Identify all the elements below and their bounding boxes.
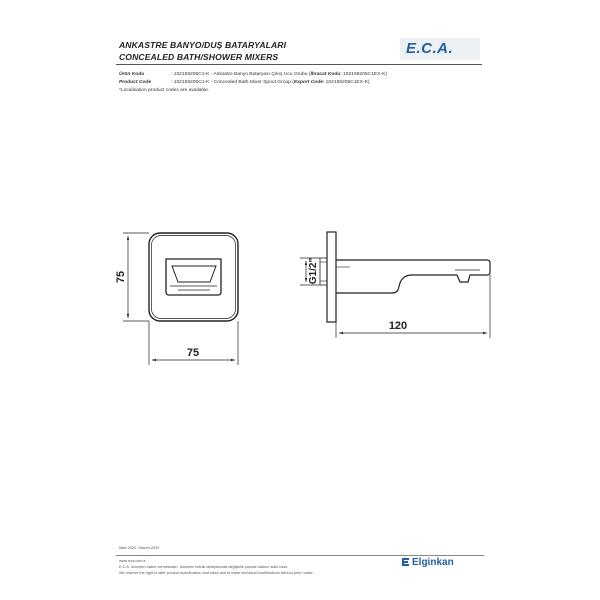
eca-logo-text: E.C.A. [406, 40, 454, 57]
title-turkish: ANKASTRE BANYO/DUŞ BATARYALARI [119, 40, 287, 50]
product-code-text: : 102159205C1-K - Concealed Bath Mixer Spout Group ( [171, 80, 294, 85]
front-plate-outer [149, 233, 238, 321]
export-text: : 102159205C1EX-K) [322, 80, 370, 85]
front-spout-outline [166, 259, 221, 295]
ihracat-label: İhracat Kodu [310, 72, 341, 77]
footer-note-tr: E.C.A. önceden haber vermeksizin, ürünlerin teknik detaylarında değişiklik yapma hakkını saklı tutar. [119, 565, 288, 569]
urun-kodu-label: Ürün Kodu [119, 72, 145, 77]
footer-date: Mart 2020 / March 2020 [119, 546, 160, 550]
side-spout-body [336, 260, 490, 293]
front-height-label: 75 [115, 270, 127, 284]
title-english: CONCEALED BATH/SHOWER MIXERS [119, 52, 279, 62]
export-label: Export Code [293, 80, 323, 85]
product-code-label: Product Code [119, 80, 152, 85]
localisation-note: *Localisation product codes are available. [119, 88, 210, 93]
side-wall-plate [327, 232, 336, 322]
elginkan-brand-text: Elginkan [412, 557, 454, 568]
elginkan-logo [402, 557, 454, 568]
urun-kodu-text: : 102159205C1-K - Ankastre Banyo Bataryası Çıkış Ucu Grubu ( [171, 72, 311, 77]
front-width-label: 75 [186, 347, 200, 359]
elginkan-e-icon [402, 558, 410, 566]
footer-note-en: We reserve the right to alter product specification and sizes and to make technical modifications without prior notice. [119, 571, 314, 575]
length-dimension [336, 275, 490, 338]
footer-divider [116, 555, 484, 556]
side-view [320, 232, 490, 322]
length-label: 120 [388, 320, 408, 332]
footer-url[interactable]: www.eca.com.tr [119, 559, 146, 563]
front-view [149, 233, 238, 321]
front-plate-inner [152, 236, 236, 319]
ihracat-text: : 102159205C1EX-K) [340, 72, 387, 77]
front-spout-opening [172, 266, 216, 282]
thread-label: G1/2" [308, 257, 319, 285]
